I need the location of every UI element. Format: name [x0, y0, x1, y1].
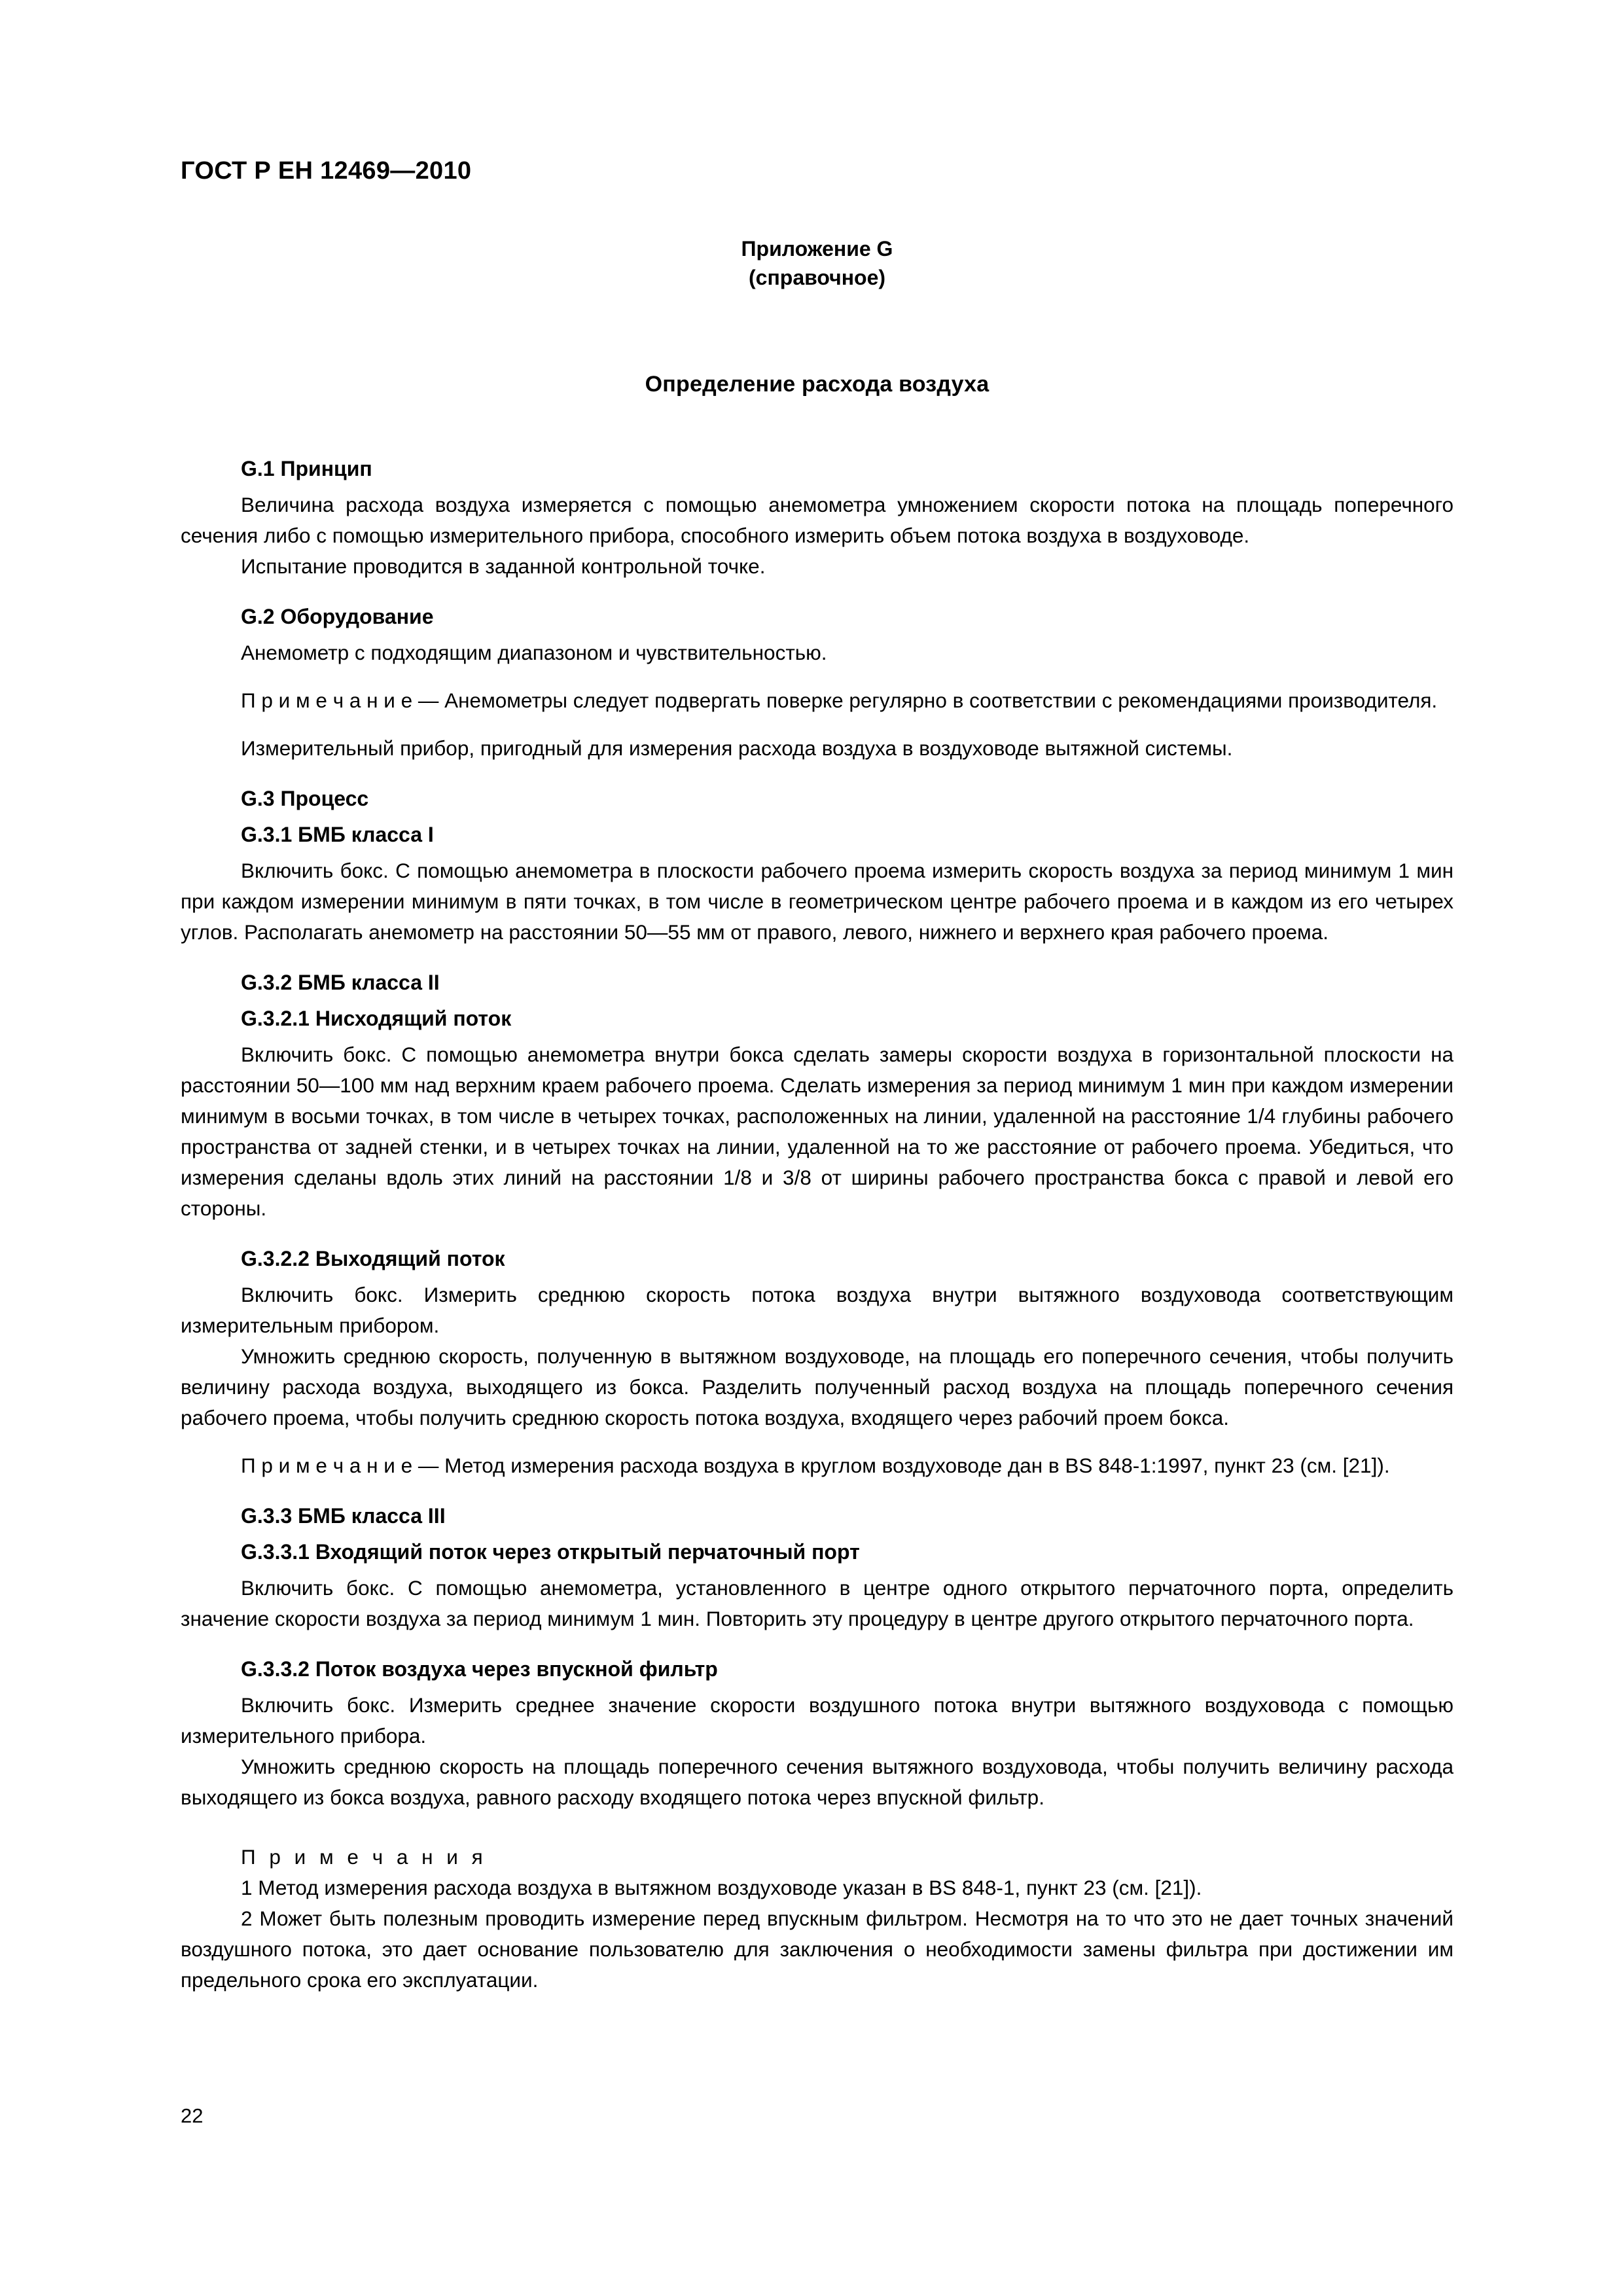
heading-g33: G.3.3 БМБ класса III: [241, 1504, 446, 1528]
paragraph-g2-2: Измерительный прибор, пригодный для измерения расхода воздуха в воздуховоде вытяжной системы.: [241, 736, 1233, 760]
paragraph-g321-1: Включить бокс. С помощью анемометра внутри бокса сделать замеры скорости воздуха в горизонтальной плоскости на расстоянии 50—100 мм над верхним краем рабочего проема. Сделать измерения за период минимум 1 мин при каждом измерении минимум в восьми точках, в том числе в четырех точках, расположенных на линии, удаленной на расстояние 1/4 глубины рабочего пространства от задней стенки, и в четырех точках на линии, удаленной на то же расстояние от рабочего проема. Убедиться, что измерения сделаны вдоль этих линий на расстоянии 1/8 и 3/8 от ширины рабочего пространства бокса с правой и левой его стороны.: [181, 1043, 1454, 1220]
note-item-1: 1 Метод измерения расхода воздуха в вытяжном воздуховоде указан в BS 848-1, пункт 23 (см. [21]).: [241, 1876, 1202, 1899]
heading-g2: G.2 Оборудование: [241, 605, 434, 628]
heading-g1: G.1 Принцип: [241, 457, 372, 480]
note-g2: П р и м е ч а н и е — Анемометры следует подвергать поверке регулярно в соответствии с рекомендациями производителя.: [241, 689, 1438, 712]
heading-g32: G.3.2 БМБ класса II: [241, 971, 440, 994]
spacer: [181, 400, 1454, 434]
page-title: Определение расхода воздуха: [645, 372, 990, 397]
paragraph-g331-1: Включить бокс. С помощью анемометра, установленного в центре одного открытого перчаточного порта, определить значение скорости воздуха за период минимум 1 мин. Повторить эту процедуру в центре другого открытого перчаточного порта.: [181, 1576, 1454, 1630]
heading-g322: G.3.2.2 Выходящий поток: [241, 1247, 505, 1270]
note-item-2: 2 Может быть полезным проводить измерение перед впускным фильтром. Несмотря на то что это не дает точных значений воздушного потока, это дает основание пользователю для заключения о необходимости замены фильтра при достижении им предельного срока его эксплуатации.: [181, 1907, 1454, 1992]
paragraph-g332-1: Включить бокс. Измерить среднее значение скорости воздушного потока внутри вытяжного воздуховода с помощью измерительного прибора.: [181, 1693, 1454, 1748]
heading-g31: G.3.1 БМБ класса I: [241, 823, 434, 846]
annex-heading-group: [181, 234, 1454, 292]
paragraph-g322-1: Включить бокс. Измерить среднюю скорость потока воздуха внутри вытяжного воздуховода соответствующим измерительным прибором.: [181, 1283, 1454, 1337]
heading-g331: G.3.3.1 Входящий поток через открытый перчаточный порт: [241, 1540, 860, 1564]
annex-label: Приложение G: [741, 237, 893, 260]
note-g322: П р и м е ч а н и е — Метод измерения расхода воздуха в круглом воздуховоде дан в BS 848-1:1997, пункт 23 (см. [21]).: [241, 1454, 1390, 1477]
standard-number-header: ГОСТ Р ЕН 12469—2010: [181, 157, 472, 185]
paragraph-g322-2: Умножить среднюю скорость, полученную в вытяжном воздуховоде, на площадь его поперечного сечения, чтобы получить величину расхода воздуха, выходящего из бокса. Разделить полученный расход воздуха на площадь поперечного сечения рабочего проема, чтобы получить среднюю скорость потока воздуха, входящего через рабочий проем бокса.: [181, 1344, 1454, 1429]
paragraph-g2-1: Анемометр с подходящим диапазоном и чувствительностью.: [241, 641, 827, 664]
page-number: 22: [181, 2104, 204, 2127]
paragraph-g332-2: Умножить среднюю скорость на площадь поперечного сечения вытяжного воздуховода, чтобы получить величину расхода выходящего из бокса воздуха, равного расходу входящего потока через впускной фильтр.: [181, 1755, 1454, 1809]
document-body: [181, 223, 1454, 1996]
paragraph-g31-1: Включить бокс. С помощью анемометра в плоскости рабочего проема измерить скорость воздуха за период минимум 1 мин при каждом измерении минимум в пяти точках, в том числе в геометрическом центре рабочего проема и в каждом из его четырех углов. Располагать анемометр на расстоянии 50—55 мм от правого, левого, нижнего и верхнего края рабочего проема.: [181, 859, 1454, 944]
heading-g3: G.3 Процесс: [241, 787, 369, 810]
notes-heading: П р и м е ч а н и я: [241, 1845, 487, 1869]
paragraph-g1-2: Испытание проводится в заданной контрольной точке.: [241, 554, 766, 578]
heading-g321: G.3.2.1 Нисходящий поток: [241, 1007, 512, 1030]
paragraph-g1-1: Величина расхода воздуха измеряется с помощью анемометра умножением скорости потока на площадь поперечного сечения либо с помощью измерительного прибора, способного измерить объем потока воздуха в воздуховоде.: [181, 493, 1454, 547]
heading-g332: G.3.3.2 Поток воздуха через впускной фильтр: [241, 1657, 718, 1681]
annex-kind: (справочное): [748, 266, 886, 289]
